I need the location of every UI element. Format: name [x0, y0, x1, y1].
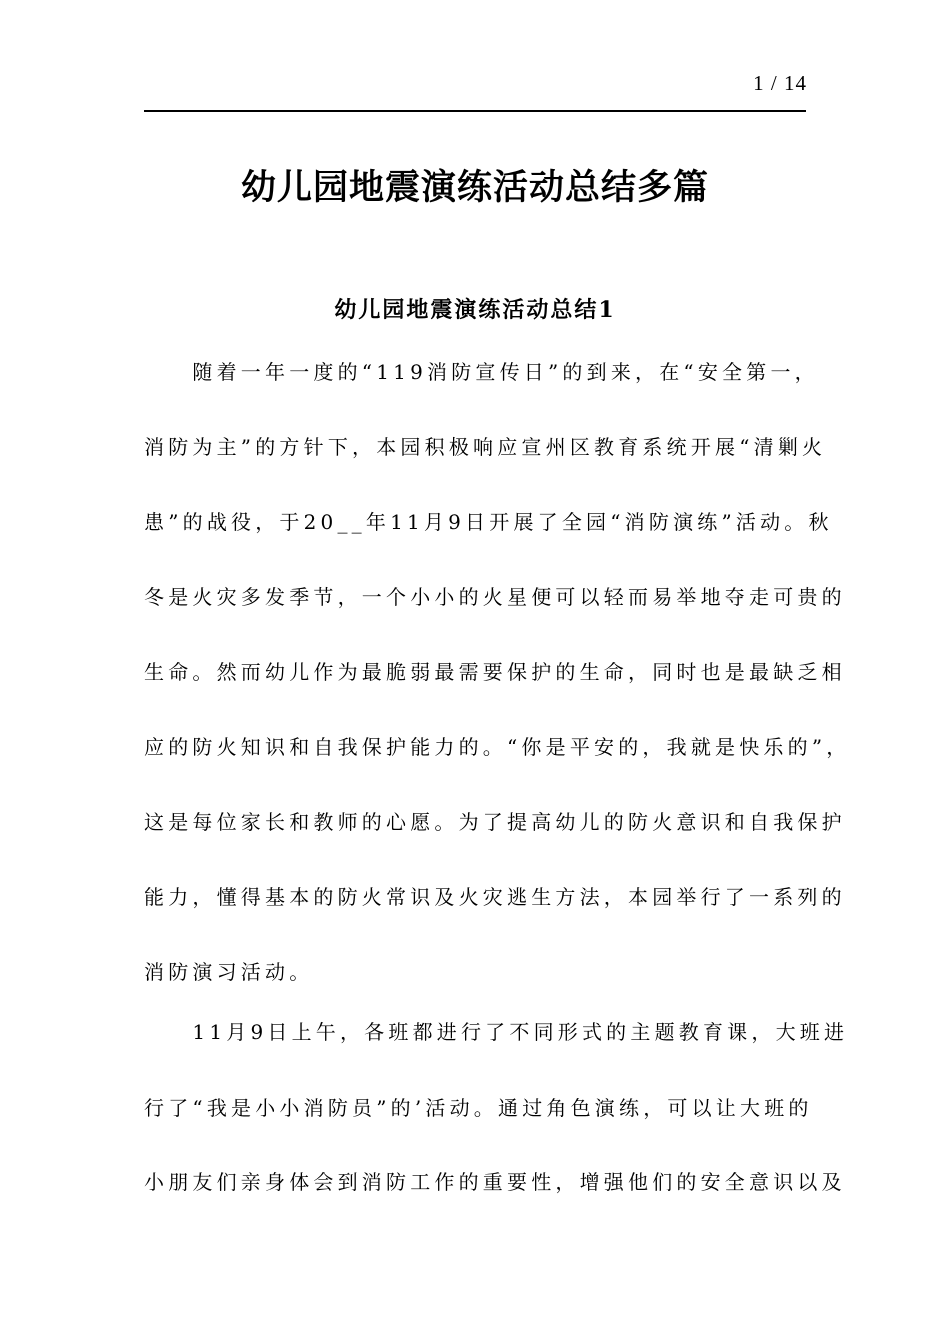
paragraph-line: 冬是火灾多发季节，一个小小的火星便可以轻而易举地夺走可贵的 [144, 585, 846, 609]
header-divider [144, 110, 806, 112]
document-title: 幼儿园地震演练活动总结多篇 [240, 168, 709, 208]
paragraph-line: 能力，懂得基本的防火常识及火灾逃生方法，本园举行了一系列的 [144, 885, 846, 909]
page-number: 1 / 14 [753, 71, 807, 95]
paragraph-line: 消防为主”的方针下，本园积极响应宣州区教育系统开展“清剿火 [144, 435, 827, 459]
paragraph-line: 这是每位家长和教师的心愿。为了提高幼儿的防火意识和自我保护 [144, 810, 846, 834]
paragraph-line: 生命。然而幼儿作为最脆弱最需要保护的生命，同时也是最缺乏相 [144, 660, 846, 684]
paragraph-line: 应的防火知识和自我保护能力的。“你是平安的，我就是快乐的”， [144, 735, 851, 759]
paragraph-line: 行了“我是小小消防员”的’活动。通过角色演练，可以让大班的 [144, 1096, 813, 1120]
paragraph-line: 患”的战役，于20__年11月9日开展了全园“消防演练”活动。秋 [144, 510, 833, 534]
section-heading: 幼儿园地震演练活动总结1 [334, 297, 616, 323]
paragraph-line: 随着一年一度的“119消防宣传日”的到来，在“安全第一， [144, 360, 819, 384]
paragraph-line: 消防演习活动。 [144, 960, 314, 984]
paragraph-line: 小朋友们亲身体会到消防工作的重要性，增强他们的安全意识以及 [144, 1170, 846, 1194]
paragraph-line: 11月9日上午，各班都进行了不同形式的主题教育课，大班进 [144, 1020, 849, 1044]
